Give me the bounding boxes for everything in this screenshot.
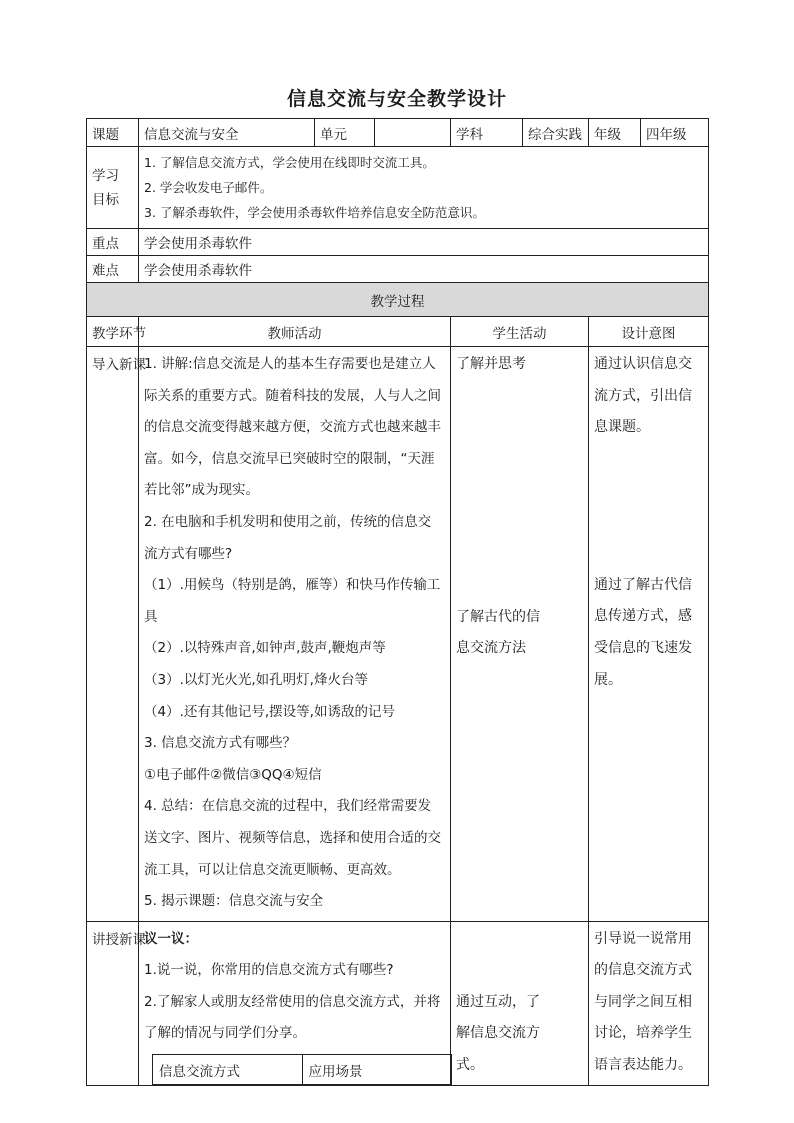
topic-value: 信息交流与安全	[139, 119, 315, 147]
text-line: 若比邻”成为现实。	[144, 482, 259, 499]
text-line: 的信息交流方式	[594, 962, 692, 979]
text-line: 式。	[456, 1056, 484, 1073]
document-title: 信息交流与安全教学设计	[286, 88, 507, 110]
text-line: （3）.以灯光火光,如孔明灯,烽火台等	[144, 671, 368, 688]
text-line: 流工具，可以让信息交流更顺畅、更高效。	[144, 861, 401, 878]
text-line: 语言表达能力。	[594, 1057, 692, 1074]
text-line: 了解并思考	[456, 356, 526, 372]
subject-label: 学科	[451, 119, 523, 147]
col-header-teacher: 教师活动	[139, 317, 451, 347]
text-line: 1. 讲解:信息交流是人的基本生存需要也是建立人	[144, 356, 436, 372]
text-line: 送文字、图片、视频等信息，选择和使用合适的交	[144, 829, 441, 846]
difficulty-value: 学会使用杀毒软件	[139, 256, 709, 283]
goals-label	[87, 147, 139, 229]
text-line: 富。如今，信息交流早已突破时空的限制，“天涯	[144, 450, 435, 467]
teacher-activity-new	[139, 921, 451, 1085]
goal-item: 3. 了解杀毒软件，学会使用杀毒软件培养信息安全防范意识。	[144, 205, 485, 220]
goals-content	[139, 147, 709, 229]
lesson-plan-table	[86, 118, 709, 1086]
goals-label-text: 学习目标	[92, 167, 119, 208]
process-title: 教学过程	[87, 283, 709, 317]
stage-intro: 导入新课	[87, 347, 139, 922]
text-line: 际关系的重要方式。随着科技的发展，人与人之间	[144, 387, 441, 404]
text-line: 了解的情况与同学们分享。	[144, 1025, 306, 1042]
grade-value: 四年级	[641, 119, 709, 147]
text-line: 1.说一说，你常用的信息交流方式有哪些?	[144, 962, 394, 979]
unit-label: 单元	[315, 119, 375, 147]
text-line: 息交流方法	[456, 640, 526, 657]
design-intent-intro	[589, 347, 709, 922]
subject-value: 综合实践	[523, 119, 589, 147]
goal-item: 2. 学会收发电子邮件。	[144, 180, 273, 195]
col-header-student: 学生活动	[451, 317, 589, 347]
student-activity-new	[451, 921, 589, 1085]
text-line: 讨论，培养学生	[594, 1025, 692, 1042]
inner-header-scenario: 应用场景	[302, 1055, 452, 1085]
text-line: 息课题。	[594, 419, 650, 436]
discussion-heading: 议一议：	[144, 930, 198, 947]
text-line: ①电子邮件②微信③QQ④短信	[144, 766, 322, 783]
text-line: （4）.还有其他记号,摆设等,如诱敌的记号	[144, 703, 395, 720]
text-line: 通过互动，了	[456, 993, 540, 1010]
text-line: 与同学之间互相	[594, 993, 692, 1010]
inner-table	[152, 1054, 452, 1085]
student-activity-intro	[451, 347, 589, 922]
text-line: 4. 总结：在信息交流的过程中，我们经常需要发	[144, 798, 432, 815]
key-point-value: 学会使用杀毒软件	[139, 229, 709, 256]
text-line: 3. 信息交流方式有哪些？	[144, 735, 297, 752]
difficulty-label: 难点	[87, 256, 139, 283]
text-line: 通过了解古代信	[594, 576, 692, 593]
unit-value	[375, 119, 451, 147]
text-line: （1）.用候鸟（特别是鸽，雁等）和快马作传输工	[144, 577, 441, 594]
text-line: 息传递方式，感	[594, 608, 692, 625]
design-intent-new	[589, 921, 709, 1085]
text-line: 具	[144, 608, 158, 625]
topic-label: 课题	[87, 119, 139, 147]
text-line: 流方式有哪些?	[144, 545, 233, 562]
grade-label: 年级	[589, 119, 641, 147]
text-line: （2）.以特殊声音,如钟声,鼓声,鞭炮声等	[144, 640, 386, 657]
text-line: 通过认识信息交	[594, 356, 692, 372]
text-line: 受信息的飞速发	[594, 639, 692, 656]
text-line: 解信息交流方	[456, 1025, 540, 1042]
text-line: 5. 揭示课题：信息交流与安全	[144, 893, 324, 910]
text-line: 2.了解家人或朋友经常使用的信息交流方式，并将	[144, 993, 441, 1010]
text-line: 2. 在电脑和手机发明和使用之前，传统的信息交	[144, 513, 432, 530]
teacher-activity-intro	[139, 347, 451, 922]
text-line: 了解古代的信	[456, 608, 540, 625]
stage-new-lesson: 讲授新课	[87, 921, 139, 1085]
goal-item: 1. 了解信息交流方式，学会使用在线即时交流工具。	[144, 155, 435, 170]
inner-header-method: 信息交流方式	[153, 1055, 303, 1085]
text-line: 引导说一说常用	[594, 930, 692, 947]
col-header-intent: 设计意图	[589, 317, 709, 347]
text-line: 的信息交流变得越来越方便，交流方式也越来越丰	[144, 419, 441, 436]
key-point-label: 重点	[87, 229, 139, 256]
text-line: 流方式，引出信	[594, 387, 692, 404]
col-header-stage: 教学环节	[87, 317, 139, 347]
text-line: 展。	[594, 671, 622, 688]
